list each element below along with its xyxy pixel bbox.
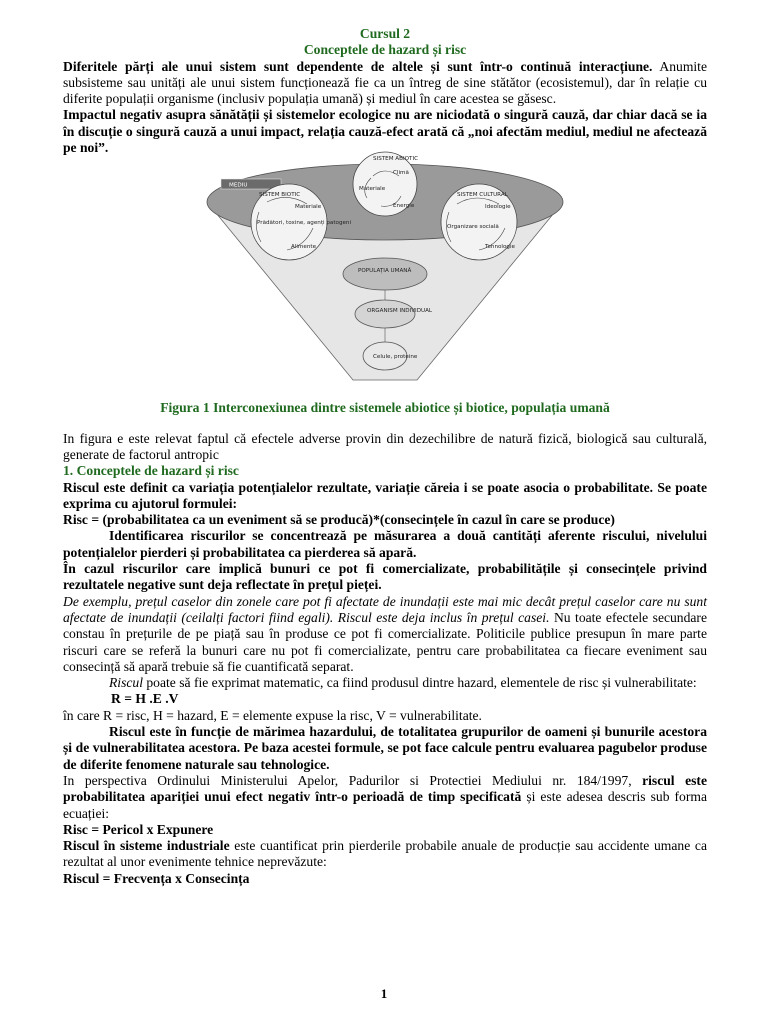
body-paragraph-3: In figura e este relevat faptul că efectele adverse provin din dezechilibre de natură fizică, biologică sau culturală, generate de factorul antropic [63, 430, 707, 462]
abiotic-system-label: SISTEM ABIOTIC [373, 156, 418, 163]
cells-label: Celule, proteine [373, 354, 418, 361]
intro-paragraph-1 [63, 59, 707, 108]
formula-frequency-consequence: Riscul = Frecvența x Consecința [63, 870, 250, 886]
body-paragraph-11 [63, 773, 707, 822]
figure-caption: Figura 1 Interconexiunea dintre sistemele abiotice și biotice, populația umană [160, 400, 610, 416]
clima-label: Climă [393, 170, 409, 177]
body-paragraph-8-term: Riscul [109, 675, 143, 691]
human-population-ellipse [343, 258, 427, 290]
mediu-label: MEDIU [229, 182, 248, 189]
biotic-system-label: SISTEM BIOTIC [259, 192, 301, 199]
ideologie-label: Ideologie [485, 204, 511, 211]
body-paragraph-7-rest: Nu toate efectele secundare constau în prețurile de pe piață sau în produse ce pot fi comercializate. Politicile publice presupun în mare parte riscuri care se referă la bunuri care nu pot fi comercializate, pentru care probabilitatea ca fiecare eveniment sau consecință să apară trebuie să fie cuantificată separat. [63, 609, 707, 674]
pradatori-label: Prădători, toxine, agenți patogeni [257, 220, 352, 227]
intro-paragraph-2: Impactul negativ asupra sănătății și sistemelor ecologice nu are niciodată o singură cauză, dar chiar dacă se ia în discuție o singură cauză a unui impact, relația cauză-efect arată că „noi afectăm mediul, mediul ne afectează pe noi”. [63, 107, 707, 156]
individual-organism-label: ORGANISM INDIVIDUAL [367, 308, 433, 315]
body-paragraph-8 [63, 675, 707, 691]
page-title: Conceptele de hazard și risc [303, 42, 467, 58]
tehnologie-label: Tehnologie [485, 244, 515, 251]
intro-paragraph-1-bold: Diferitele părți ale unui sistem sunt dependente de altele și sunt într-o continuă interacțiune. [63, 58, 653, 74]
energie-label: Energie [393, 203, 415, 210]
body-paragraph-11-b: riscul este probabilitatea apariției unui efect negativ într-o perioadă de timp specificată [63, 772, 707, 805]
formula-risk-exposure: Risc = Pericol x Expunere [63, 821, 214, 837]
individual-organism-ellipse [355, 300, 415, 328]
body-paragraph-11-a: In perspectiva Ordinului Ministerului Apelor, Padurilor si Protectiei Mediului nr. 184/1997, [63, 772, 643, 788]
alimente-label: Alimente [291, 244, 317, 251]
materiale-label: Materiale [359, 186, 386, 193]
body-paragraph-11-c: și este adesea descris sub forma ecuației: [63, 789, 707, 821]
body-paragraph-7 [63, 594, 707, 675]
interconnection-diagram [195, 156, 575, 394]
course-number: Cursul 2 [359, 26, 411, 41]
body-paragraph-9: în care R = risc, H = hazard, E = elemente expuse la risc, V = vulnerabilitate. [63, 707, 482, 723]
page-number: 1 [380, 986, 388, 1001]
body-paragraph-7-example: De exemplu, prețul caselor din zonele care pot fi afectate de inundații este mai mic decât prețul caselor care nu sunt afectate de inundații (ceilalți factori fiind egali). Riscul este deja inclus în prețul casei. [63, 593, 707, 625]
intro-paragraph-1-rest: Anumite subsisteme sau unități ale unui sistem funcționează fie ca un întreg de sine stătător (ecosistemul), dar în relație cu diferite populații organisme (inclusiv populația umană) și mediul în care acestea se găsesc. [63, 58, 707, 107]
body-paragraph-12-bold: Riscul în sisteme industriale [63, 838, 230, 854]
document-page [63, 26, 707, 887]
formula-rhev: R = H .E .V [111, 691, 179, 707]
biotic-materiale-label: Materiale [295, 204, 322, 211]
body-paragraph-5: Identificarea riscurilor se concentrează pe măsurarea a două cantități aferente riscului, nivelului potențialelor pierderi și probabilitatea ca pierderea să apară. [63, 528, 707, 560]
cultural-system-label: SISTEM CULTURAL [457, 192, 508, 199]
body-paragraph-4: Riscul este definit ca variația potențialelor rezultate, variație căreia i se poate asocia o probabilitate. Se poate exprima cu ajutorul formulei: [63, 479, 707, 511]
organizare-sociala-label: Organizare socială [447, 224, 499, 231]
formula-risk-probability: Risc = (probabilitatea ca un eveniment să se producă)*(consecințele în cazul în care se produce) [63, 512, 615, 528]
body-paragraph-8-rest: poate să fie exprimat matematic, ca fiind produsul dintre hazard, elementele de risc și vulnerabilitate: [142, 675, 697, 691]
human-population-label: POPULAȚIA UMANĂ [358, 268, 412, 275]
body-paragraph-12-rest: este cuantificat prin pierderile probabile anuale de producție sau accidente umane ca rezultat al unor evenimente tehnice neprevăzute: [63, 838, 707, 870]
body-paragraph-10: Riscul este în funcție de mărimea hazardului, de totalitatea grupurilor de oameni și bunurile acestora și de vulnerabilitatea acestora. Pe baza acestei formule, se pot face calcule pentru evaluarea pagubelor produse de diferite fenomene naturale sau tehnologice. [63, 724, 707, 772]
body-paragraph-6: În cazul riscurilor care implică bunuri ce pot fi comercializate, probabilitățile și consecințele privind rezultatele negative sunt deja reflectate în prețul pieței. [63, 561, 707, 593]
section-heading-1: 1. Conceptele de hazard și risc [63, 463, 239, 479]
body-paragraph-12 [63, 838, 707, 871]
